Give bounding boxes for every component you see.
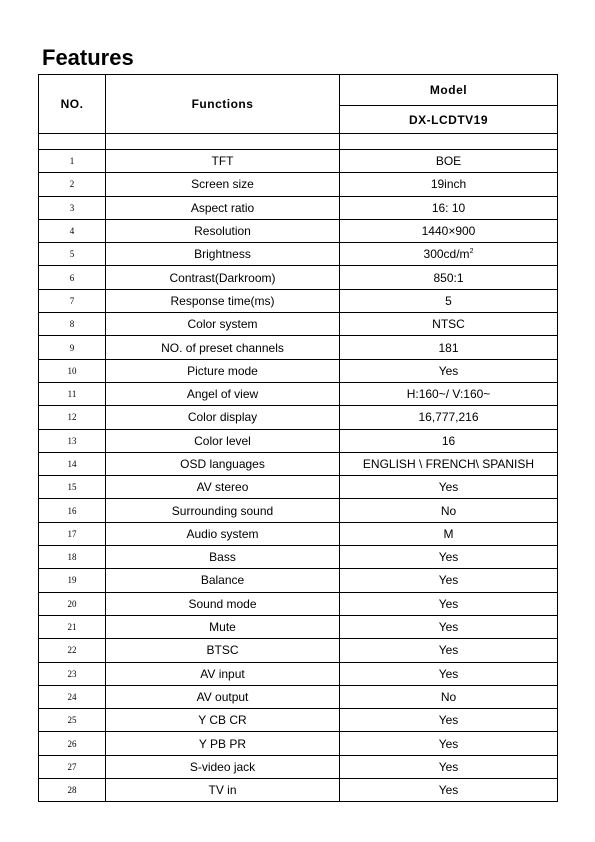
row-function: Color level [106, 429, 340, 452]
row-number: 19 [39, 569, 106, 592]
table-row [39, 359, 558, 382]
row-number: 7 [39, 289, 106, 312]
row-function: AV input [106, 662, 340, 685]
row-value-text: 5 [445, 293, 452, 308]
features-table [38, 74, 558, 802]
row-value [340, 755, 558, 778]
row-value-text: Yes [438, 363, 459, 378]
table-row [39, 755, 558, 778]
row-value [340, 639, 558, 662]
row-number: 18 [39, 546, 106, 569]
table-row [39, 382, 558, 405]
row-function: TFT [106, 150, 340, 173]
row-value [340, 709, 558, 732]
row-number: 12 [39, 406, 106, 429]
row-value-text: Yes [438, 620, 459, 635]
row-function: Contrast(Darkroom) [106, 266, 340, 289]
row-value-text: 181 [438, 340, 459, 355]
table-row [39, 546, 558, 569]
row-function: AV stereo [106, 476, 340, 499]
table-row [39, 615, 558, 638]
table-body [39, 150, 558, 802]
row-function: S-video jack [106, 755, 340, 778]
row-value [340, 219, 558, 242]
row-value-text: Yes [438, 713, 459, 728]
table-row [39, 662, 558, 685]
row-number: 4 [39, 219, 106, 242]
row-number: 3 [39, 196, 106, 219]
row-function: TV in [106, 779, 340, 802]
table-row [39, 499, 558, 522]
row-number: 5 [39, 243, 106, 266]
row-value-text: Yes [438, 759, 459, 774]
row-number: 13 [39, 429, 106, 452]
row-value [340, 382, 558, 405]
header-functions: Functions [106, 75, 340, 134]
header-spacer-row [39, 134, 558, 150]
row-value-text: 16: 10 [431, 200, 466, 215]
row-value-text: Yes [438, 666, 459, 681]
header-no: NO. [39, 75, 106, 134]
row-number: 15 [39, 476, 106, 499]
row-value [340, 359, 558, 382]
row-number: 23 [39, 662, 106, 685]
table-row [39, 779, 558, 802]
row-function: OSD languages [106, 452, 340, 475]
row-number: 20 [39, 592, 106, 615]
table-row [39, 406, 558, 429]
row-value [340, 452, 558, 475]
row-function: Audio system [106, 522, 340, 545]
row-value-text: Yes [438, 783, 459, 798]
row-number: 22 [39, 639, 106, 662]
row-number: 8 [39, 313, 106, 336]
row-function: Y CB CR [106, 709, 340, 732]
row-value-text: BOE [435, 154, 462, 169]
row-value [340, 150, 558, 173]
row-value-text: Yes [438, 480, 459, 495]
row-function: Sound mode [106, 592, 340, 615]
row-value [340, 615, 558, 638]
table-row [39, 150, 558, 173]
table-row [39, 429, 558, 452]
row-function: Balance [106, 569, 340, 592]
table-row [39, 289, 558, 312]
row-value-text: Yes [438, 573, 459, 588]
row-function: Picture mode [106, 359, 340, 382]
row-value [340, 289, 558, 312]
row-function: Response time(ms) [106, 289, 340, 312]
row-function: Y PB PR [106, 732, 340, 755]
row-function: Aspect ratio [106, 196, 340, 219]
table-row [39, 313, 558, 336]
row-value-text: 19inch [430, 177, 467, 192]
row-number: 21 [39, 615, 106, 638]
row-value-text: No [440, 689, 457, 704]
row-value-text: 850:1 [433, 270, 464, 285]
row-value-text: 16 [441, 433, 456, 448]
table-row [39, 592, 558, 615]
row-value-text: 300cd/m [423, 247, 470, 262]
row-function: Angel of view [106, 382, 340, 405]
row-value [340, 406, 558, 429]
header-model-name: DX-LCDTV19 [340, 106, 558, 134]
row-value [340, 569, 558, 592]
row-value-text: M [443, 526, 454, 541]
table-row [39, 266, 558, 289]
row-function: Resolution [106, 219, 340, 242]
row-value-text: Yes [438, 550, 459, 565]
row-value [340, 336, 558, 359]
row-function: Color system [106, 313, 340, 336]
row-function: BTSC [106, 639, 340, 662]
row-number: 6 [39, 266, 106, 289]
row-value [340, 546, 558, 569]
row-number: 11 [39, 382, 106, 405]
row-value [340, 266, 558, 289]
page-title: Features [42, 45, 134, 70]
row-value [340, 522, 558, 545]
row-value-text: Yes [438, 736, 459, 751]
row-function: NO. of preset channels [106, 336, 340, 359]
table-row [39, 569, 558, 592]
row-value-text: 1440×900 [421, 224, 476, 239]
row-value [340, 685, 558, 708]
row-number: 9 [39, 336, 106, 359]
row-value [340, 196, 558, 219]
row-number: 1 [39, 150, 106, 173]
table-row [39, 732, 558, 755]
row-value-text: 16,777,216 [418, 410, 479, 425]
row-value-superscript: 2 [469, 248, 474, 256]
row-value-text: NTSC [432, 317, 465, 332]
row-number: 14 [39, 452, 106, 475]
row-function: Screen size [106, 173, 340, 196]
table-row [39, 685, 558, 708]
row-number: 10 [39, 359, 106, 382]
table-row [39, 219, 558, 242]
table-row [39, 522, 558, 545]
row-number: 24 [39, 685, 106, 708]
table-row [39, 452, 558, 475]
row-number: 2 [39, 173, 106, 196]
table-row [39, 243, 558, 266]
row-value [340, 499, 558, 522]
row-value [340, 732, 558, 755]
row-function: Bass [106, 546, 340, 569]
row-function: AV output [106, 685, 340, 708]
row-value-text: H:160~/ V:160~ [406, 387, 491, 402]
table-row [39, 173, 558, 196]
row-value-text: Yes [438, 596, 459, 611]
row-value-text: ENGLISH \ FRENCH\ SPANISH [362, 457, 535, 471]
row-function: Mute [106, 615, 340, 638]
row-value [340, 313, 558, 336]
table-row [39, 196, 558, 219]
row-value [340, 429, 558, 452]
table-row [39, 709, 558, 732]
row-value-text: No [440, 503, 457, 518]
row-number: 17 [39, 522, 106, 545]
table-row [39, 336, 558, 359]
row-value-text: Yes [438, 643, 459, 658]
row-value [340, 779, 558, 802]
table-row [39, 639, 558, 662]
row-value [340, 592, 558, 615]
row-value [340, 173, 558, 196]
header-model: Model [340, 75, 558, 106]
row-function: Color display [106, 406, 340, 429]
table-row [39, 476, 558, 499]
row-number: 28 [39, 779, 106, 802]
row-number: 26 [39, 732, 106, 755]
row-function: Brightness [106, 243, 340, 266]
row-function: Surrounding sound [106, 499, 340, 522]
row-number: 16 [39, 499, 106, 522]
row-value [340, 243, 558, 266]
row-value [340, 476, 558, 499]
row-number: 25 [39, 709, 106, 732]
row-value [340, 662, 558, 685]
row-number: 27 [39, 755, 106, 778]
